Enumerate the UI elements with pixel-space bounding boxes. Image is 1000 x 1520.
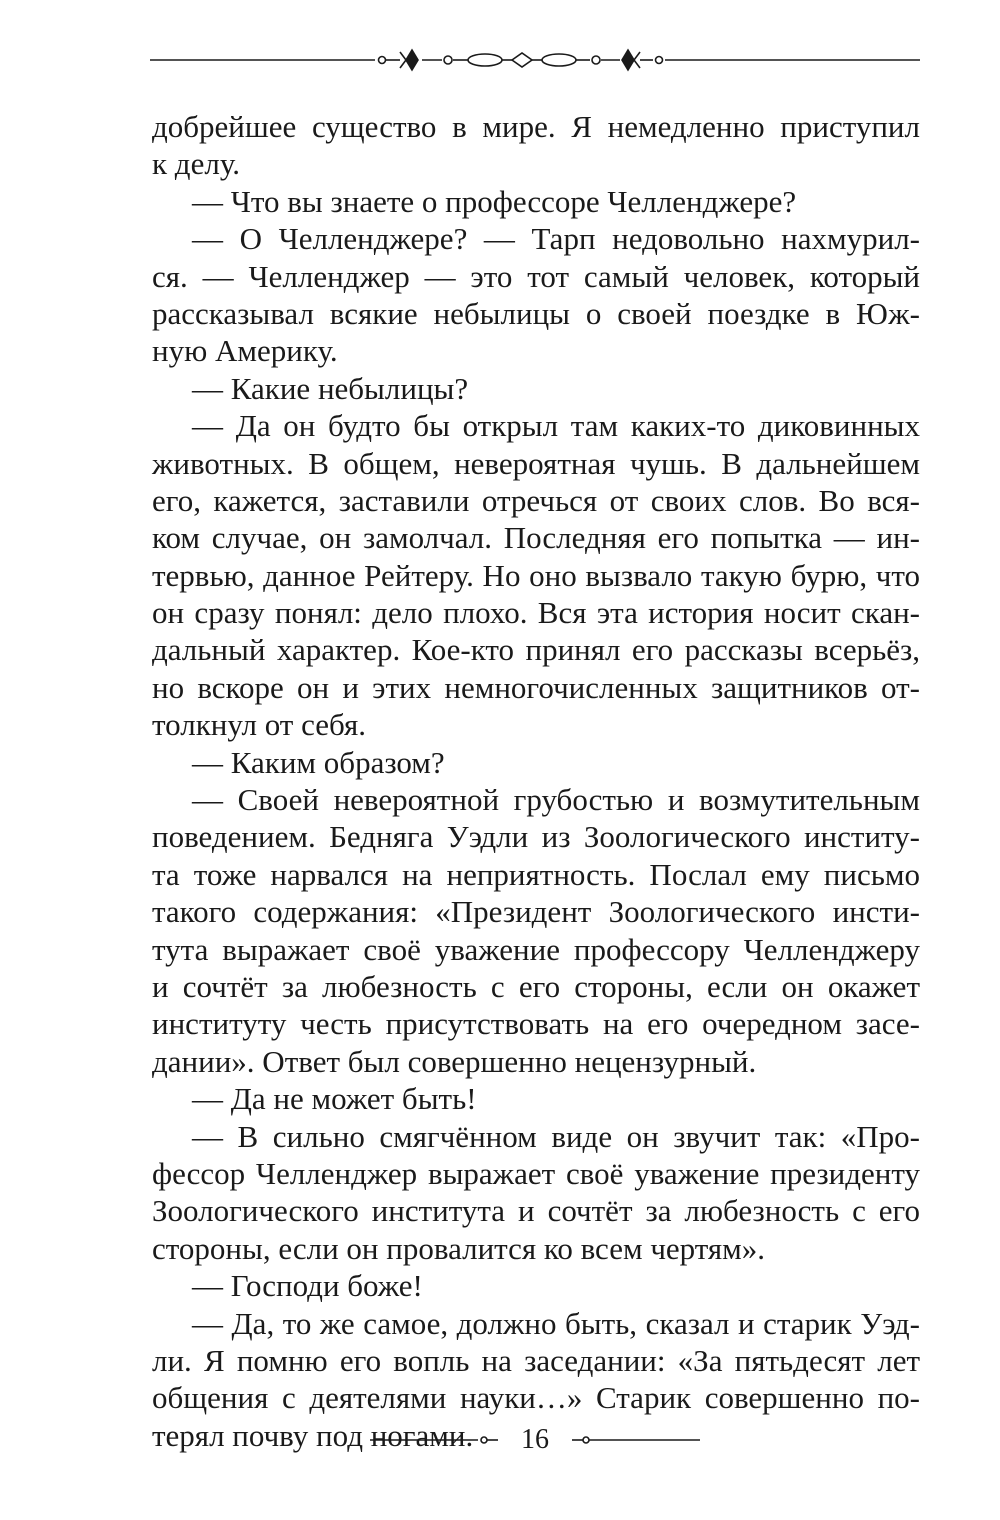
text-line: рассказывал всякие небылицы о своей поездке в Юж-: [152, 295, 920, 331]
text-line: добрейшее существо в мире. Я немедленно приступил: [152, 109, 920, 144]
text-line: дании». Ответ был совершенно нецензурный.: [152, 1043, 757, 1079]
text-line: — Каким образом?: [192, 744, 445, 780]
text-line: — Своей невероятной грубостью и возмутительным: [192, 782, 920, 818]
text-line: такого содержания: «Президент Зоологического инсти-: [152, 894, 920, 930]
text-line: фессор Челленджер выражает своё уважение президенту: [152, 1155, 920, 1191]
text-line: ком случае, он замолчал. Последняя его попытка — ин-: [152, 520, 920, 556]
text-line: поведением. Бедняга Уэдли из Зоологического институ-: [152, 819, 920, 855]
text-line: ли. Я помню его вопль на заседании: «За пятьдесят лет: [152, 1342, 920, 1378]
text-line: — В сильно смягчённом виде он звучит так: «Про-: [192, 1118, 920, 1154]
text-line: — О Челленджере? — Тарп недовольно нахмурил-: [192, 221, 920, 257]
page-number: 16: [521, 1424, 549, 1455]
top-ornament: [150, 40, 920, 80]
text-line: животных. В общем, невероятная чушь. В дальнейшем: [152, 445, 920, 481]
text-line: Зоологического института и сочтёт за любезность с его: [152, 1193, 920, 1229]
body-text: [152, 108, 920, 1454]
text-line: — Да он будто бы открыл там каких-то диковинных: [192, 408, 920, 444]
text-line: и сочтёт за любезность с его стороны, если он окажет: [152, 968, 920, 1004]
text-line: его, кажется, заставили отречься от своих слов. Во вся-: [152, 482, 920, 518]
text-line: — Да не может быть!: [192, 1081, 477, 1117]
text-line: толкнул от себя.: [152, 707, 367, 743]
text-line: дальный характер. Кое-кто принял его рассказы всерьёз,: [152, 632, 920, 668]
text-line: тута выражает своё уважение профессору Челленджеру: [152, 931, 920, 967]
text-line: тервью, данное Рейтеру. Но оно вызвало такую бурю, что: [152, 557, 920, 593]
text-line: ную Америку.: [152, 333, 338, 369]
text-line: — Господи боже!: [192, 1268, 423, 1304]
text-line: он сразу понял: дело плохо. Вся эта история носит скан-: [152, 595, 920, 631]
text-line: — Да, то же самое, должно быть, сказал и старик Уэд-: [192, 1305, 920, 1341]
text-line: — Какие небылицы?: [192, 370, 469, 406]
text-line: общения с деятелями науки…» Старик совершенно по-: [152, 1380, 920, 1416]
text-line: институту честь присутствовать на его очередном засе-: [152, 1006, 920, 1042]
text-line: но вскоре он и этих немногочисленных защитников от-: [152, 669, 920, 705]
text-line: ся. — Челленджер — это тот самый человек, который: [152, 258, 920, 294]
text-line: та тоже нарвался на неприятность. Послал ему письмо: [152, 856, 920, 892]
text-line: стороны, если он провалится ко всем чертям».: [152, 1230, 766, 1266]
text-line: терял почву под ногами.: [152, 1417, 474, 1453]
page-footer: [370, 1418, 700, 1462]
text-line: к делу.: [152, 146, 240, 182]
text-line: — Что вы знаете о профессоре Челленджере?: [192, 183, 797, 219]
